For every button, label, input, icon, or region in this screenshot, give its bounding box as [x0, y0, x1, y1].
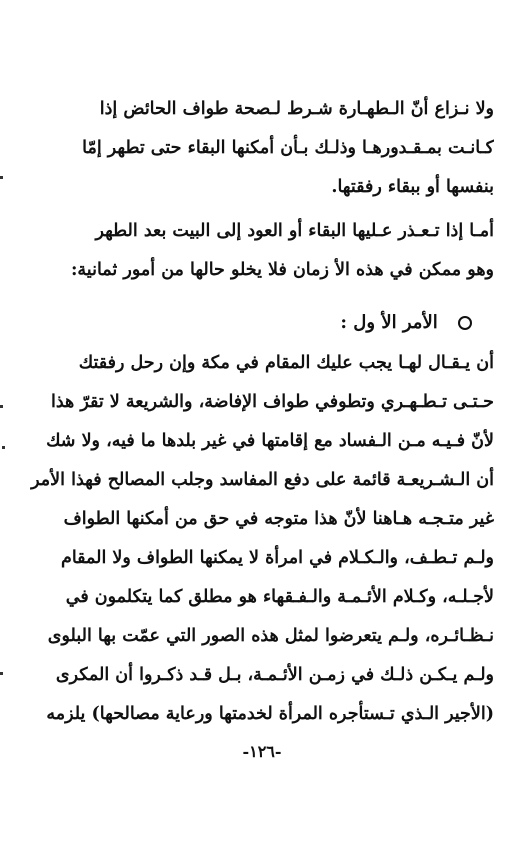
- page-number: -١٢٦-: [242, 742, 282, 761]
- paragraph-2: [30, 212, 494, 290]
- paragraph-1-line-1: ولا نـزاع أنّ الـطهـارة شـرط لـصحة طواف الحائض إذا: [99, 99, 494, 119]
- paragraph-3-line-1: أن يـقـال لهـا يجب عليك المقام في مكة وإن رحل رفقتك: [78, 353, 494, 373]
- paragraph-3-line-10: (الأجير الـذي تـستأجره المرأة لخدمتها ورعاية مصالحها) يلزمه: [46, 704, 494, 724]
- section-heading-text: الأمر الأ ول :: [340, 312, 438, 333]
- scan-speck: [2, 446, 5, 449]
- paragraph-3-line-8: نـظـائـره، ولـم يتعرضوا لمثل هذه الصور التي عمّت بها البلوى: [47, 626, 494, 646]
- scan-speck: [0, 672, 3, 675]
- paragraph-3-line-6: ولـم تـطـف، والـكـلام في امرأة لا يمكنها الطواف ولا المقام: [60, 548, 494, 568]
- paragraph-1: [30, 90, 494, 207]
- paragraph-3: [30, 344, 494, 734]
- paragraph-3-line-3: لأنّ فـيـه مـن الـفساد مع إقامتها في غير بلدها ما فيه، ولا شك: [46, 431, 494, 451]
- paragraph-1-line-2: كـانـت بمـقـدورهـا وذلـك بـأن أمكنها البقاء حتى تطهر إمّا: [82, 138, 494, 158]
- paragraph-3-line-2: حـتـى تـطـهـري وتطوفي طواف الإفاضة، والشريعة لا تقرّ هذا: [50, 392, 494, 412]
- paragraph-3-line-7: لأجـلـه، وكـلام الأئـمـة والـفـقهاء هو مطلق كما يتكلمون في: [65, 587, 494, 607]
- paragraph-3-line-4: أن الـشـريعـة قائمة على دفع المفاسد وجلب المصالح فهذا الأمر: [31, 470, 494, 490]
- paragraph-2-line-1: أمـا إذا تـعـذر عـليها البقاء أو العود إلى البيت بعد الطهر: [95, 221, 494, 241]
- scan-speck: [0, 176, 3, 179]
- paragraph-1-line-3: بنفسها أو ببقاء رفقتها.: [331, 177, 494, 197]
- paragraph-2-line-2: وهو ممكن في هذه الأ زمان فلا يخلو حالها من أمور ثمانية:: [70, 260, 494, 280]
- circle-bullet-icon: [458, 316, 472, 330]
- section-heading: [340, 312, 472, 333]
- paragraph-3-line-9: ولـم يـكـن ذلـك في زمـن الأئـمـة، بـل قـد ذكـروا أن المكرى: [55, 665, 494, 685]
- paragraph-3-line-5: غير متـجـه هـاهنا لأنّ هذا متوجه في حق من أمكنها الطواف: [63, 509, 494, 529]
- scan-speck: [0, 405, 3, 408]
